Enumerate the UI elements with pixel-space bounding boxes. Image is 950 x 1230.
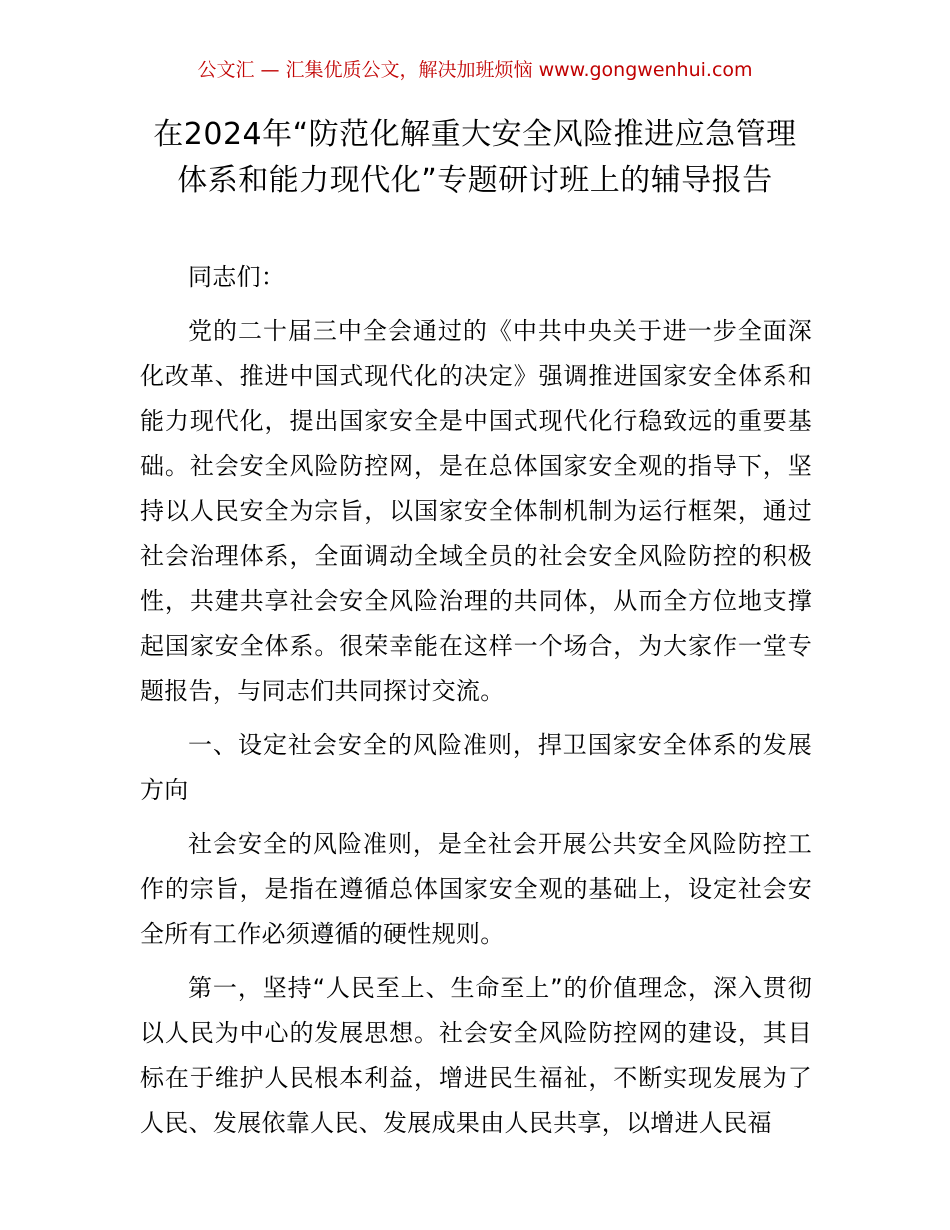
- document-title: 在2024年“防范化解重大安全风险推进应急管理体系和能力现代化”专题研讨班上的辅导报告: [153, 117, 797, 198]
- section-heading-1: 一、设定社会安全的风险准则，捍卫国家安全体系的发展方向: [140, 731, 812, 804]
- salutation-paragraph: 同志们：: [188, 263, 286, 291]
- document-body: [140, 255, 812, 1155]
- section-1-paragraph: 社会安全的风险准则，是全社会开展公共安全风险防控工作的宗旨，是指在遵循总体国家安全观的基础上，设定社会安全所有工作必须遵循的硬性规则。: [140, 830, 812, 948]
- header-banner: 公文汇 — 汇集优质公文，解决加班烦恼 www.gongwenhui.com: [197, 59, 753, 81]
- point-1-paragraph: 第一，坚持“人民至上、生命至上”的价值理念，深入贯彻以人民为中心的发展思想。社会安全风险防控网的建设，其目标在于维护人民根本利益，增进民生福祉，不断实现发展为了人民、发展依靠人民、发展成果由人民共享，以增进人民福: [140, 974, 812, 1137]
- intro-paragraph: 党的二十届三中全会通过的《中共中央关于进一步全面深化改革、推进中国式现代化的决定》强调推进国家安全体系和能力现代化，提出国家安全是中国式现代化行稳致远的重要基础。社会安全风险防控网，是在总体国家安全观的指导下，坚持以人民安全为宗旨，以国家安全体制机制为运行框架，通过社会治理体系，全面调动全域全员的社会安全风险防控的积极性，共建共享社会安全风险治理的共同体，从而全方位地支撑起国家安全体系。很荣幸能在这样一个场合，为大家作一堂专题报告，与同志们共同探讨交流。: [140, 317, 812, 705]
